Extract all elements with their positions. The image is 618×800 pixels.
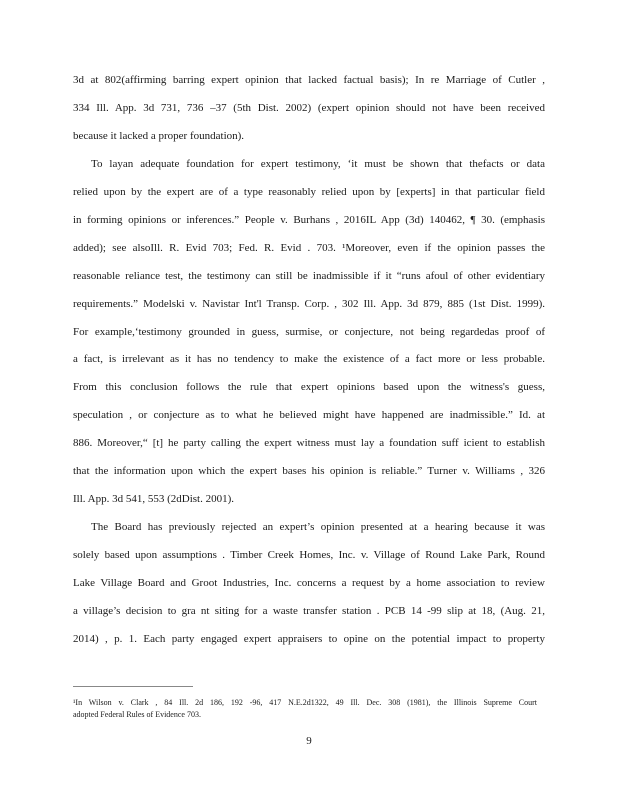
body-line-21: 2014) , p. 1. Each party engaged expert appraisers to opine on the potential impact to property [73,633,545,645]
footnote-separator [73,686,193,687]
body-line-6: in forming opinions or inferences.” People v. Burhans , 2016IL App (3d) 140462, ¶ 30. (emphasis [73,214,545,226]
body-line-5: relied upon by the expert are of a type reasonably relied upon by [experts] in that particular field [73,186,545,198]
body-line-16: Ill. App. 3d 541, 553 (2dDist. 2001). [73,493,235,505]
footnote-line-1: ¹In Wilson v. Clark , 84 Ill. 2d 186, 192 -96, 417 N.E.2d1322, 49 Ill. Dec. 308 (1981), the Illinois Supreme Court [73,698,537,707]
body-line-12: From this conclusion follows the rule that expert opinions based upon the witness's guess, [73,381,545,393]
body-line-8: reasonable reliance test, the testimony can still be inadmissible if it “runs afoul of other evidentiary [73,270,545,282]
page-number: 9 [306,735,312,747]
body-line-3: because it lacked a proper foundation). [73,130,245,142]
body-line-2: 334 Ill. App. 3d 731, 736 –37 (5th Dist. 2002) (expert opinion should not have been received [73,102,545,114]
body-line-4: To layan adequate foundation for expert testimony, ‘it must be shown that thefacts or data [91,158,545,170]
body-line-9: requirements.” Modelski v. Navistar Int'l Transp. Corp. , 302 Ill. App. 3d 879, 885 (1st Dist. 1999). [73,298,545,310]
body-line-15: that the information upon which the expert bases his opinion is reliable.” Turner v. Williams , 326 [73,465,545,477]
body-line-19: Lake Village Board and Groot Industries, Inc. concerns a request by a home association to review [73,577,545,589]
footnote-line-2: adopted Federal Rules of Evidence 703. [73,710,201,719]
body-line-11: a fact, is irrelevant as it has no tendency to make the existence of a fact more or less probable. [73,353,545,365]
body-line-10: For example,‘testimony grounded in guess, surmise, or conjecture, not being regardedas proof of [73,326,545,338]
body-line-20: a village’s decision to gra nt siting for a waste transfer station . PCB 14 -99 slip at 18, (Aug. 21, [73,605,545,617]
body-line-17: The Board has previously rejected an expert’s opinion presented at a hearing because it was [91,521,545,533]
body-line-14: 886. Moreover,“ [t] he party calling the expert witness must lay a foundation suff icient to establish [73,437,545,449]
body-line-18: solely based upon assumptions . Timber Creek Homes, Inc. v. Village of Round Lake Park, Round [73,549,545,561]
body-line-1: 3d at 802(affirming barring expert opinion that lacked factual basis); In re Marriage of Cutler , [73,74,545,86]
body-line-13: speculation , or conjecture as to what he believed might have happened are inadmissible.” Id. at [73,409,545,421]
body-line-7: added); see alsoIll. R. Evid 703; Fed. R. Evid . 703. ¹Moreover, even if the opinion passes the [73,242,545,254]
